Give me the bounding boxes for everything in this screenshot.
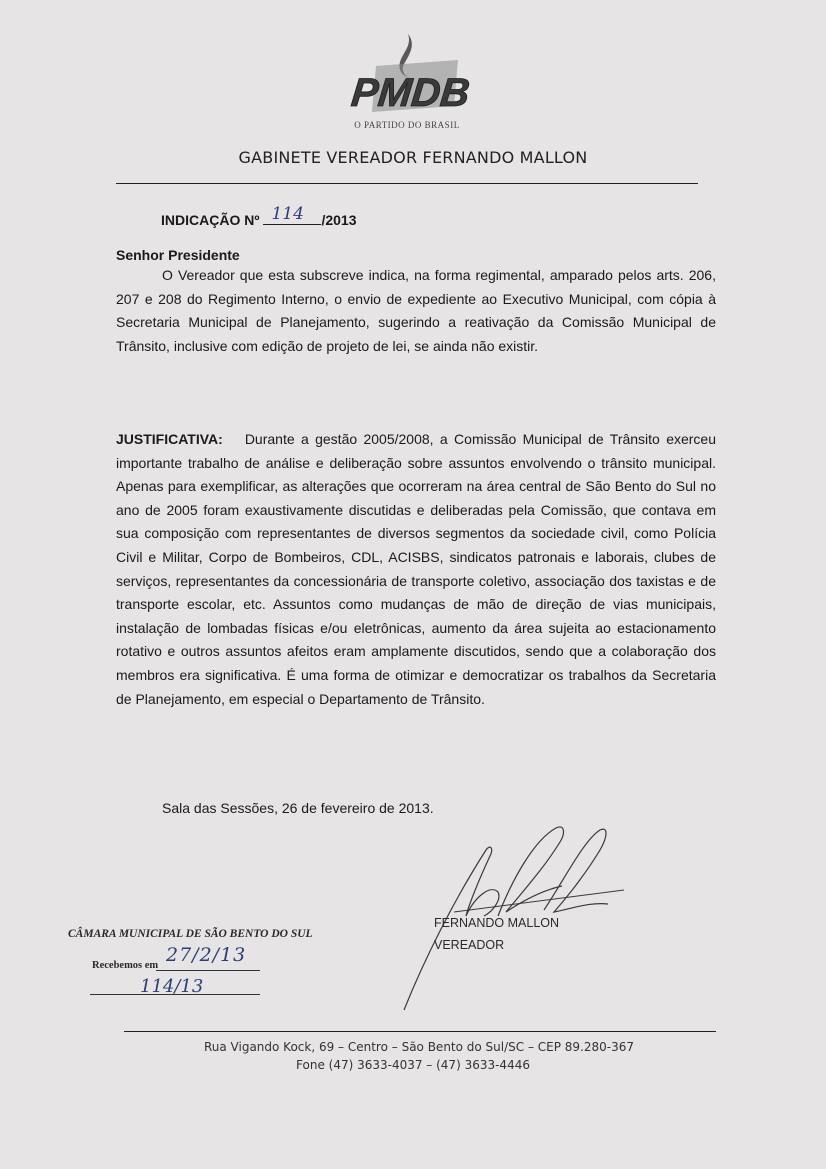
- indication-paragraph: O Vereador que esta subscreve indica, na forma regimental, amparado pelos arts. 206, 207 e 208 do Regimento Interno, o envio de expediente ao Executivo Municipal, com cópia à Secretaria Municipal de Planejamento, sugerindo a reativação da Comissão Municipal de Trânsito, inclusive com edição de projeto de lei, se ainda não existir.: [116, 267, 716, 354]
- closing-line: Sala das Sessões, 26 de fevereiro de 2013.: [162, 800, 434, 816]
- stamp-institution: CÂMARA MUNICIPAL DE SÃO BENTO DO SUL: [68, 928, 313, 940]
- stamp-protocol-number: 114/13: [140, 976, 204, 997]
- justification-paragraph: [116, 428, 716, 711]
- stamp-received-date: 27/2/13: [166, 944, 247, 966]
- indicacao-number-blank: [263, 204, 321, 225]
- footer-phone: Fone (47) 3633-4037 – (47) 3633-4446: [296, 1058, 530, 1072]
- footer-divider: [124, 1031, 716, 1032]
- indicacao-number: 114: [271, 204, 304, 224]
- footer-address: Rua Vigando Kock, 69 – Centro – São Bento do Sul/SC – CEP 89.280-367: [203, 1040, 635, 1054]
- party-logo: [346, 32, 476, 132]
- logo-subtitle: O PARTIDO DO BRASIL: [354, 120, 460, 130]
- indicacao-year: /2013: [321, 212, 357, 228]
- stamp-protocol-line: [90, 994, 260, 995]
- office-heading: GABINETE VEREADOR FERNANDO MALLON: [238, 148, 588, 167]
- stamp-received-label: Recebemos em: [92, 960, 159, 971]
- header-divider: [116, 183, 698, 184]
- signatory-name: FERNANDO MALLON: [434, 916, 560, 930]
- stamp-date-line: [156, 970, 260, 971]
- signatory-title: VEREADOR: [434, 938, 505, 952]
- logo-text: PMDB: [349, 71, 472, 115]
- indicacao-line: [161, 204, 357, 228]
- justification-text: Durante a gestão 2005/2008, a Comissão Municipal de Trânsito exerceu importante trabalho de análise e deliberação sobre assuntos envolvendo o trânsito municipal. Apenas para exemplificar, as alterações que ocorreram na área central de São Bento do Sul no ano de 2005 foram exaustivamente discutidas e deliberadas pela Comissão, que contava em sua composição com representantes de diversos segmentos da sociedade civil, como Polícia Civil e Militar, Corpo de Bombeiros, CDL, ACISBS, sindicatos patronais e laborais, clubes de serviços, representantes da concessionária de transporte coletivo, associação dos taxistas e de transporte escolar, etc. Assuntos como mudanças de mão de direção de vias municipais, instalação de lombadas físicas e/ou eletrônicas, aumento da área sujeita ao estacionamento rotativo e outros assuntos afeitos eram amplamente discutidos, sendo que a colaboração dos membros era significativa. É uma forma de otimizar e democratizar os trabalhos da Secretaria de Planejamento, em especial o Departamento de Trânsito.: [116, 431, 716, 707]
- signatory: [434, 912, 559, 956]
- indicacao-prefix: INDICAÇÃO Nº: [161, 212, 260, 228]
- justification-label: JUSTIFICATIVA:: [116, 431, 223, 447]
- salutation: Senhor Presidente: [116, 247, 240, 263]
